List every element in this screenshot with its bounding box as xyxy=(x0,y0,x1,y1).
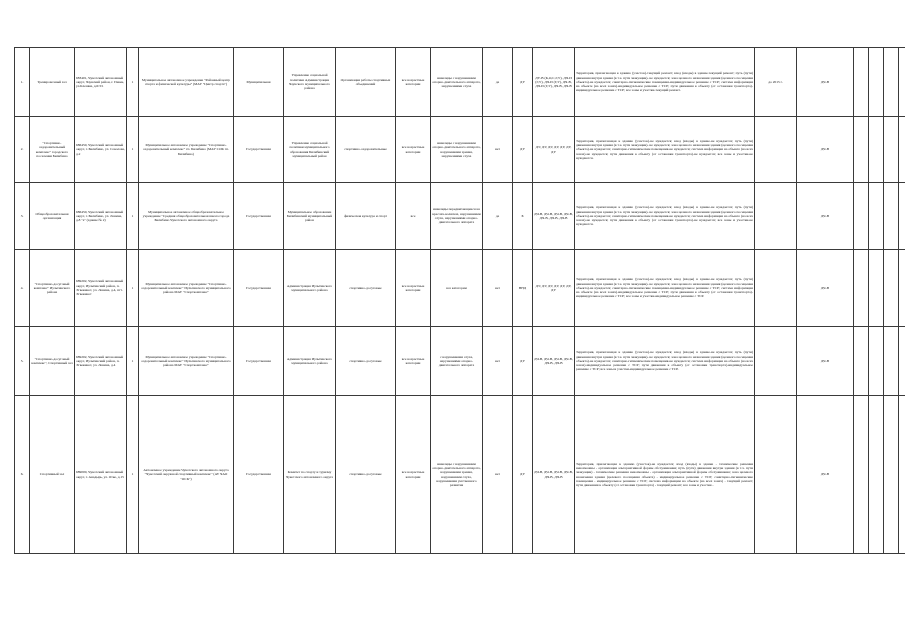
cell-ages: все возрастные категории xyxy=(396,48,431,117)
cell-ages: все возрастные категории xyxy=(396,117,431,183)
cell-address: 683401, Чукотский автономный округ, Чаунский район, г. Певек, ул.Клешня, д.6/3/1 xyxy=(75,48,127,117)
cell-authority: Управление социальной политики Администрации Чаунского муниципального района xyxy=(284,48,336,117)
cell-name: Тренировочный зал xyxy=(30,48,75,117)
cell-zones: ДУ, ДУ, ДУ, ДУ, ДУ, ДУ, ДУ xyxy=(533,117,575,183)
table-row xyxy=(15,327,905,396)
cell-accessible: да xyxy=(483,48,513,117)
cell-accessible: нет xyxy=(483,327,513,396)
cell-empty xyxy=(899,396,905,554)
cell-form: ВНД xyxy=(513,250,533,327)
cell-service-cat: инвалиды с нарушениями опорно-двигательного аппарата, нарушениями зрения, нарушениями слуха xyxy=(431,117,483,183)
cell-zones: ДЧ-В, ДЧ-В, ДЧ-В, ДЧ-В, ДЧ-В, ДЧ-В xyxy=(533,396,575,554)
cell-ages: все возрастные категории xyxy=(396,327,431,396)
cell-address: 689202, Чукотский автономный округ, Иультинский район, п. Эгвекинот, ул. Ленина, д.4 xyxy=(75,327,127,396)
table-row xyxy=(15,117,905,183)
cell-deadline xyxy=(755,396,797,554)
table-row xyxy=(15,250,905,327)
cell-activity: Организация работы спортивных объединений xyxy=(336,48,396,117)
cell-address: 686450, Чукотский автономный округ, г. Билибино, ул. Ленина, д.8 "а" (здание № 2) xyxy=(75,183,127,250)
cell-form: ДУ xyxy=(513,327,533,396)
cell-num: 6. xyxy=(15,396,30,554)
cell-status: ДЧ-В xyxy=(797,48,854,117)
cell-empty xyxy=(899,183,905,250)
cell-deadline: до 2015 г. xyxy=(755,48,797,117)
cell-num: 1. xyxy=(15,48,30,117)
cell-address: 686450, Чукотский автономный округ, г. Билибино, ул. Соколова, д.2 xyxy=(75,117,127,183)
cell-conclusion: Территория, прилегающая к зданию (участок)-не нуждается; вход (входы) в здание - технические решения невозможны - организация альтернативной формы обслуживания; путь (пути) движения внутри здания (в т.ч. пути эвакуации) - технические решения невозможны - организация альтернативной формы обслуживания; зона целевого назначения здания (целевого посещения объекта) - индивидуальное решение с ТСР; санитарно-гигиенические помещения - индивидуальное решение с ТСР; система информации на объекте (на всех зонах) - текущий ремонт; пути движения к объекту (от остановки транспорта) - текущий ремонт; все зоны и участки - xyxy=(575,396,755,554)
cell-deadline xyxy=(755,117,797,183)
cell-name: "Спортивно-досуговый комплекс" Иультинского района xyxy=(30,250,75,327)
cell-org: Автономное учреждение Чукотского автономного округа "Чукотский окружной спортивный комплекс" (АУ ЧАО "ОСК") xyxy=(139,396,234,554)
cell-empty xyxy=(869,117,884,183)
table-row xyxy=(15,183,905,250)
cell-ownership: Государственная xyxy=(234,183,284,250)
cell-num: 5. xyxy=(15,327,30,396)
cell-empty xyxy=(899,327,905,396)
cell-accessible: да xyxy=(483,183,513,250)
cell-ages: все xyxy=(396,183,431,250)
cell-num: 3. xyxy=(15,183,30,250)
cell-activity: спортивно-досуговые xyxy=(336,250,396,327)
cell-service-cat: инвалиды с нарушениями опорно-двигательного аппарата, нарушениями зрения, нарушениями слуха, нарушениями умственного развития xyxy=(431,396,483,554)
cell-floors: 1 xyxy=(127,327,139,396)
cell-empty xyxy=(854,48,869,117)
cell-empty xyxy=(884,117,899,183)
cell-authority: Администрация Иультинского муниципального района xyxy=(284,327,336,396)
cell-ages: все возрастные категории xyxy=(396,250,431,327)
cell-service-cat: все категории xyxy=(431,250,483,327)
table-row xyxy=(15,396,905,554)
cell-empty xyxy=(899,117,905,183)
cell-empty xyxy=(854,396,869,554)
cell-empty xyxy=(854,117,869,183)
cell-conclusion: Территория, прилегающая к зданию (участок)-не нуждается; вход (входы) в здание-не нуждается; путь (пути) движения внутри здания (в т.ч. пути эвакуации)- не нуждается; зона целевого назначения здания (целевого посещения объекта)-не нуждается; санитарно-гигиенические помещения-индивидуальное решение с ТСР; система информации на объекте (на всех зонах)-индивидуальное решение с ТСР; пути движения к объекту (от остановки транспорта)-индивидуальное решение с ТСР; все зоны и участки-индивидуальное решение с ТСР. xyxy=(575,250,755,327)
cell-zones: ДУ-В (К,О,С,Г,У), ДЧ-И (Г,У), ДЧ-И (Г,У), ДЧ-В, ДЧ-И (Г,У), ДЧ-В, ДЧ-В xyxy=(533,48,575,117)
cell-num: 2. xyxy=(15,117,30,183)
cell-status: ДЧ-В xyxy=(797,396,854,554)
cell-empty xyxy=(869,48,884,117)
accessibility-register-table xyxy=(14,47,905,554)
cell-empty xyxy=(884,183,899,250)
table-body xyxy=(15,48,905,554)
cell-empty xyxy=(884,396,899,554)
cell-address: 689202, Чукотский автономный округ, Иультинский район, п. Эгвекинот, ул. Ленина, д.4, пгт. Эгвекинот xyxy=(75,250,127,327)
cell-ownership: Муниципальная xyxy=(234,48,284,117)
cell-empty xyxy=(869,327,884,396)
cell-form: ДУ xyxy=(513,117,533,183)
cell-activity: спортивно-досуговые xyxy=(336,327,396,396)
cell-form: Б xyxy=(513,183,533,250)
cell-form: ДУ xyxy=(513,48,533,117)
cell-ownership: Государственная xyxy=(234,396,284,554)
cell-floors: 1 xyxy=(127,396,139,554)
cell-deadline xyxy=(755,183,797,250)
cell-empty xyxy=(884,48,899,117)
cell-status: ДЧ-В xyxy=(797,250,854,327)
cell-org: Муниципальное автономное учреждение "Спортивно-оздоровительный комплекс" Иультинского муниципального района МАУ "Спорткомплекс" xyxy=(139,327,234,396)
cell-empty xyxy=(884,327,899,396)
cell-empty xyxy=(869,183,884,250)
cell-service-cat: инвалиды с нарушениями опорно-двигательного аппарата, нарушениями слуха xyxy=(431,48,483,117)
cell-empty xyxy=(854,183,869,250)
cell-activity: спортивно-оздоровительные xyxy=(336,117,396,183)
cell-deadline xyxy=(755,250,797,327)
cell-name: "Спортивно-досуговый комплекс", Спортивный зал xyxy=(30,327,75,396)
cell-authority: Муниципальное образование Билибинский муниципальный район xyxy=(284,183,336,250)
cell-ages: все возрастные категории xyxy=(396,396,431,554)
cell-empty xyxy=(854,327,869,396)
cell-accessible: нет xyxy=(483,117,513,183)
cell-conclusion: Территория, прилегающая к зданию (участок)-текущий ремонт; вход (входы) в здание-текущий ремонт; путь (пути) движения внутри здания (в т.ч. пути эвакуации)- не нуждается; зона целевого назначения здания (целевого посещения объекта)-не нуждается; санитарно-гигиенические помещения-индивидуальное решение с ТСР; система информации на объекте (на всех зонах)-индивидуальное решение с ТСР; пути движения к объекту (от остановки транспорта)-индивидуальное решение с ТСР; все зоны и участки-текущий ремонт. xyxy=(575,48,755,117)
cell-authority: Комитет по спорту и туризму Чукотского автономного округа xyxy=(284,396,336,554)
cell-floors: 1 xyxy=(127,183,139,250)
cell-floors: 1 xyxy=(127,117,139,183)
cell-ownership: Государственная xyxy=(234,327,284,396)
cell-zones: ДЧ-В, ДЧ-В, ДЧ-В, ДЧ-В, ДЧ-В, ДЧ-В, ДЧ-В xyxy=(533,183,575,250)
cell-accessible: нет xyxy=(483,250,513,327)
cell-empty xyxy=(869,396,884,554)
cell-empty xyxy=(884,250,899,327)
cell-status: ДЧ-В xyxy=(797,327,854,396)
cell-empty xyxy=(899,250,905,327)
cell-accessible: нет xyxy=(483,396,513,554)
cell-empty xyxy=(899,48,905,117)
cell-org: Муниципальное автономное общеобразовательное учреждение "Средняя общеобразовательная школа города Билибино Чукотского автономного округа xyxy=(139,183,234,250)
table-row xyxy=(15,48,905,117)
cell-conclusion: Территория, прилегающая к зданию (участок)-не нуждается; вход (входы) в здание-не нуждается; путь (пути) движения внутри здания (в т.ч. пути эвакуации)- не нуждается; зона целевого назначения здания (целевого посещения объекта)-не нуждается; санитарно-гигиенические помещения-не нуждается; система информации на объекте (на всех зонах)-не нуждается; пути движения к объекту (от остановки транспорта)-не нуждается; все зоны и участки-не нуждаются. xyxy=(575,183,755,250)
cell-empty xyxy=(854,250,869,327)
cell-org: Муниципальное автономное учреждение "Спортивно-оздоровительный комплекс" Иультинского муниципального района МАУ "Спорткомплекс" xyxy=(139,250,234,327)
cell-name: "Спортивно-оздоровительный комплекс" городского поселения Билибино xyxy=(30,117,75,183)
cell-floors: 1 xyxy=(127,250,139,327)
cell-zones: ДУ, ДУ, ДУ, ДУ, ДУ, ДУ, ДУ xyxy=(533,250,575,327)
cell-ownership: Государственная xyxy=(234,250,284,327)
cell-org: Муниципальное автономное учреждение "Районный центр спорта и физической культуры" (МАУ "Центр спорта") xyxy=(139,48,234,117)
cell-form: ДУ xyxy=(513,396,533,554)
cell-org: Муниципальное автономное учреждение "Спортивно-оздоровительный комплекс" гп. Билибино (МАУ СОК гп. Билибино) xyxy=(139,117,234,183)
cell-conclusion: Территория, прилегающая к зданию (участок)-не нуждается; вход (входы) в здание-не нуждается; путь (пути) движения внутри здания (в т.ч. пути эвакуации)- не нуждается; зона целевого назначения здания (целевого посещения объекта)-не нуждается; санитарно-гигиенические помещения-не нуждается; система информации на объекте (на всех зонах)-индивидуальное решение с ТСР; пути движения к объекту (от остановки транспорта)-индивидуальное решение с ТСР; все зоны и участки-индивидуальное решение с ТСР. xyxy=(575,327,755,396)
cell-name: Общеобразовательная организация xyxy=(30,183,75,250)
cell-ownership: Государственная xyxy=(234,117,284,183)
cell-status: ДЧ-В xyxy=(797,183,854,250)
cell-deadline xyxy=(755,327,797,396)
cell-floors: 1 xyxy=(127,48,139,117)
cell-zones: ДЧ-В, ДЧ-В, ДЧ-В, ДЧ-В, ДЧ-В, ДЧ-В xyxy=(533,327,575,396)
cell-status: ДЧ-В xyxy=(797,117,854,183)
cell-empty xyxy=(869,250,884,327)
cell-address: 689000, Чукотский автономный округ, г. Анадырь, ул. Отке, д.15 xyxy=(75,396,127,554)
cell-activity: спортивно-досуговые xyxy=(336,396,396,554)
cell-authority: Администрация Иультинского муниципального района xyxy=(284,250,336,327)
cell-name: Спортивный зал xyxy=(30,396,75,554)
cell-authority: Управление социальной политики муниципального образования Билибинский муниципальный район xyxy=(284,117,336,183)
cell-service-cat: инвалиды передвигающиеся на креслах-колясках, нарушениями слуха, нарушениями опорно-двигательного аппарата xyxy=(431,183,483,250)
cell-num: 4. xyxy=(15,250,30,327)
cell-service-cat: с нарушениями слуха, нарушениями опорно-двигательного аппарата xyxy=(431,327,483,396)
cell-activity: физическая культура и спорт xyxy=(336,183,396,250)
cell-conclusion: Территория, прилегающая к зданию (участок)-не нуждается; вход (входы) в здание-не нуждается; путь (пути) движения внутри здания (в т.ч. пути эвакуации)- не нуждается; зона целевого назначения здания (целевого посещения объекта)-не нуждается; санитарно-гигиенические помещения-не нуждается; система информации на объекте (на всех зонах)-не нуждается; пути движения к объекту (от остановки транспорта)-не нуждается; все зоны и участки-не нуждаются. xyxy=(575,117,755,183)
